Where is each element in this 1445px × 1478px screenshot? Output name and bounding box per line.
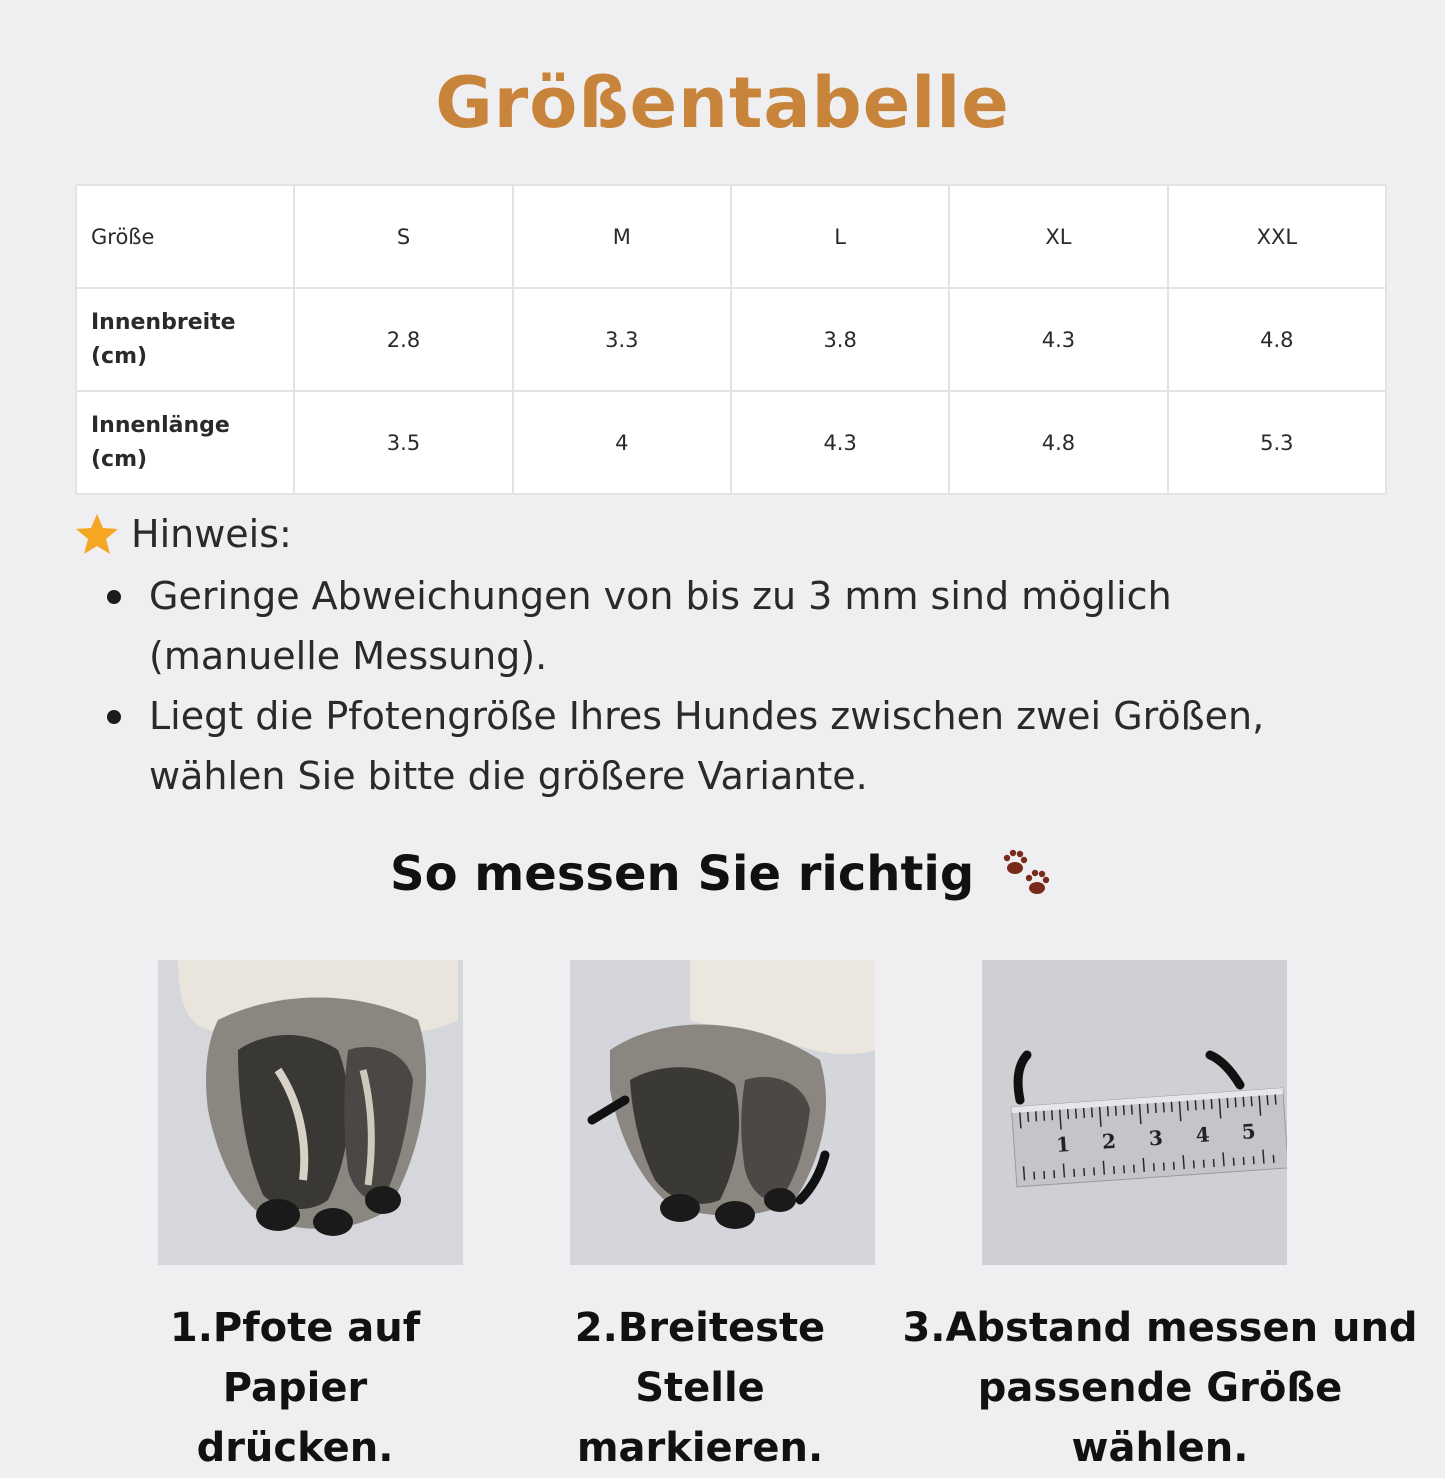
list-item-text: (manuelle Messung).: [149, 634, 548, 678]
ruler-number: 1: [1055, 1132, 1071, 1157]
table-header-cell: L: [731, 185, 949, 288]
row-label-unit: (cm): [91, 343, 148, 369]
table-row: [76, 288, 1386, 391]
ruler-number: 5: [1240, 1119, 1257, 1144]
row-label: [76, 391, 294, 494]
table-cell: 4.8: [1168, 288, 1386, 391]
table-header-cell: M: [513, 185, 731, 288]
howto-title-text: So messen Sie richtig: [390, 846, 975, 902]
star-icon: [75, 513, 119, 555]
size-table: [75, 184, 1387, 495]
list-item: [105, 566, 1395, 686]
table-cell: 3.5: [294, 391, 512, 494]
step-caption-line: markieren.: [576, 1425, 824, 1471]
table-cell: 4.3: [731, 391, 949, 494]
table-cell: 4: [513, 391, 731, 494]
step-caption: [900, 1298, 1420, 1478]
table-cell: 4.3: [949, 288, 1167, 391]
row-label-unit: (cm): [91, 446, 148, 472]
table-header-cell: XXL: [1168, 185, 1386, 288]
paw-prints-icon: [1001, 846, 1055, 900]
step-caption: [505, 1298, 895, 1478]
paw-photo: [158, 960, 463, 1265]
note-label: Hinweis:: [131, 512, 292, 556]
step-caption-line: passende Größe wählen.: [977, 1365, 1343, 1471]
step-caption-line: drücken.: [196, 1425, 394, 1471]
step-caption-line: 2.Breiteste Stelle: [574, 1305, 826, 1411]
list-item-text: Geringe Abweichungen von bis zu 3 mm sind möglich: [149, 574, 1172, 618]
table-cell: 3.3: [513, 288, 731, 391]
table-header-cell: XL: [949, 185, 1167, 288]
row-label: [76, 288, 294, 391]
row-label-line: Innenbreite: [91, 309, 236, 335]
list-item: [105, 686, 1395, 806]
table-cell: 4.8: [949, 391, 1167, 494]
howto-title: [0, 846, 1445, 902]
step-caption: [95, 1298, 495, 1478]
step-caption-line: 1.Pfote auf Papier: [169, 1305, 421, 1411]
note-list: [105, 566, 1395, 806]
table-header-cell: Größe: [76, 185, 294, 288]
note-heading: [75, 512, 292, 556]
paw-marked-photo: [570, 960, 875, 1265]
ruler-number: 4: [1194, 1122, 1211, 1148]
bullet-dot: [107, 710, 121, 724]
row-label-line: Innenlänge: [91, 412, 230, 438]
page-title: Größentabelle: [435, 62, 1010, 144]
bullet-dot: [107, 590, 121, 604]
list-item-text: Liegt die Pfotengröße Ihres Hundes zwischen zwei Größen,: [149, 694, 1265, 738]
ruler-number: 3: [1148, 1125, 1164, 1151]
table-header-row: [76, 185, 1386, 288]
table-row: [76, 391, 1386, 494]
table-cell: 5.3: [1168, 391, 1386, 494]
ruler-number: 2: [1101, 1128, 1117, 1154]
step-caption-line: 3.Abstand messen und: [902, 1305, 1418, 1351]
list-item-text: wählen Sie bitte die größere Variante.: [149, 754, 868, 798]
table-cell: 3.8: [731, 288, 949, 391]
table-cell: 2.8: [294, 288, 512, 391]
ruler-photo: [982, 960, 1287, 1265]
table-header-cell: S: [294, 185, 512, 288]
